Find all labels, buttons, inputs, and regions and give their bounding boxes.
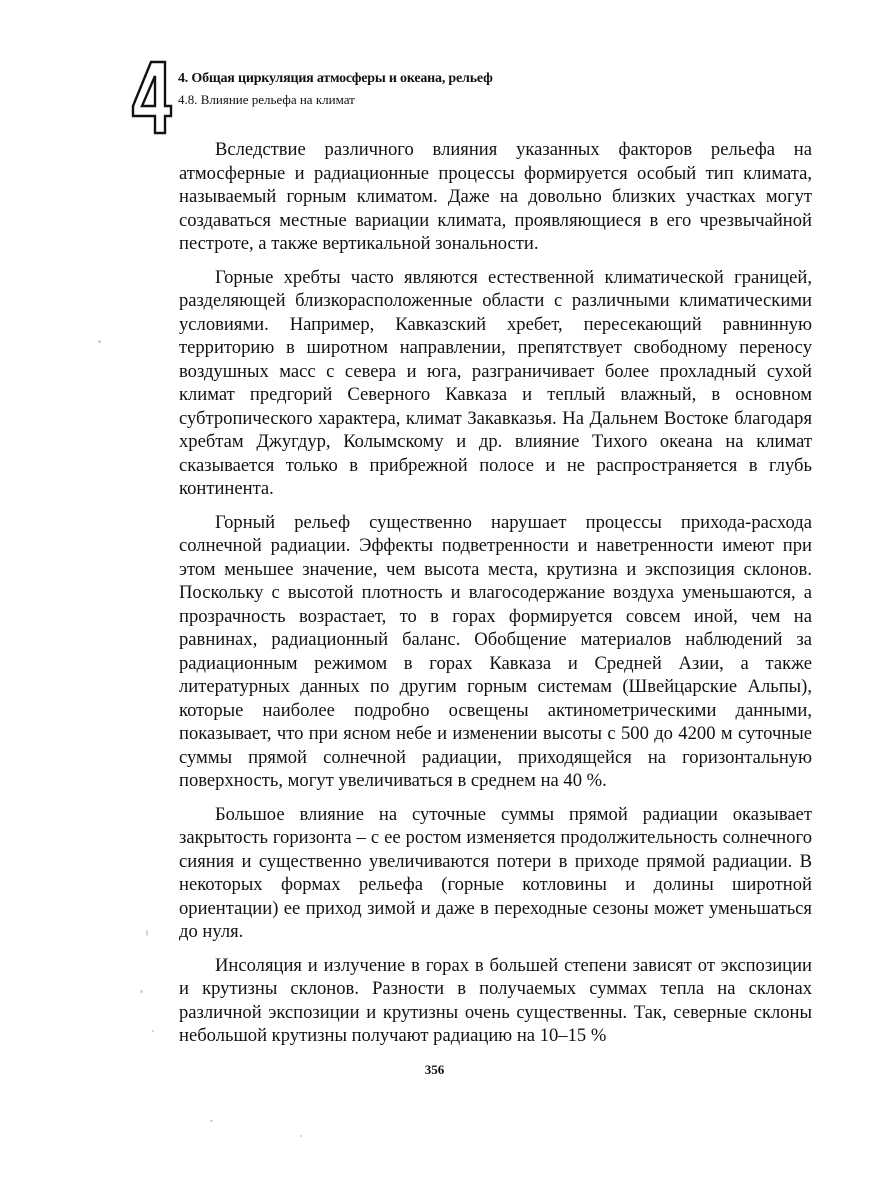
paragraph: Инсоляция и излучение в горах в большей степени зависят от экспозиции и крутизны склонов. Разности в получаемых суммах тепла на склонах различной экспозиции и крутизны очень существенны. Так, северные склоны небольшой крутизны получают радиацию на 10–15 % — [179, 954, 812, 1046]
scan-speck — [300, 1135, 302, 1137]
scan-speck — [98, 340, 101, 343]
chapter-title: 4. Общая циркуляция атмосферы и океана, рельеф — [178, 71, 493, 86]
scan-speck — [146, 930, 148, 936]
body-text — [179, 138, 812, 1058]
section-title: 4.8. Влияние рельефа на климат — [178, 92, 355, 107]
scan-speck — [152, 1030, 154, 1032]
chapter-number-outline — [129, 60, 173, 136]
chapter-number-glyph — [129, 60, 173, 136]
paragraph: Большое влияние на суточные суммы прямой радиации оказывает закрытость горизонта – с ее ростом изменяется продолжительность солнечного сияния и существенно увеличиваются потери в приходе прямой радиации. В некоторых формах рельефа (горные котловины и долины широтной ориентации) ее приход зимой и даже в переходные сезоны может уменьшаться до нуля. — [179, 803, 812, 942]
scan-speck — [140, 990, 143, 993]
page-number: 356 — [424, 1062, 445, 1077]
paragraph: Горные хребты часто являются естественной климатической границей, разделяющей близкорасположенные области с различными климатическими условиями. Например, Кавказский хребет, пересекающий равнинную территорию в широтном направлении, препятствует свободному переносу воздушных масс с севера и юга, разграничивает более прохладный сухой климат предгорий Северного Кавказа и теплый влажный, в основном субтропического характера, климат Закавказья. На Дальнем Востоке благодаря хребтам Джугдур, Колымскому и др. влияние Тихого океана на климат сказывается только в прибрежной полосе и не распространяется в глубь континента. — [179, 266, 812, 499]
paragraph: Горный рельеф существенно нарушает процессы прихода-расхода солнечной радиации. Эффекты подветренности и наветренности имеют при этом меньшее значение, чем высота места, крутизна и экспозиция склонов. Поскольку с высотой плотность и влагосодержание воздуха уменьшаются, а прозрачность возрастает, то в горах формируется совсем иной, чем на равнинах, радиационный баланс. Обобщение материалов наблюдений за радиационным режимом в горах Кавказа и Средней Азии, а также литературных данных по другим горным системам (Швейцарские Альпы), которые наиболее подробно освещены актинометрическими данными, показывает, что при ясном небе и изменении высоты с 500 до 4200 м суточные суммы прямой солнечной радиации, приходящейся на горизонтальную поверхность, могут увеличиваться в среднем на 40 %. — [179, 511, 812, 791]
scan-speck — [210, 1120, 213, 1122]
paragraph: Вследствие различного влияния указанных факторов рельефа на атмосферные и радиационные процессы формируется особый тип климата, называемый горным климатом. Даже на довольно близких участках могут создаваться местные вариации климата, проявляющиеся в его чрезвычайной пестроте, а также вертикальной зональности. — [179, 139, 812, 254]
